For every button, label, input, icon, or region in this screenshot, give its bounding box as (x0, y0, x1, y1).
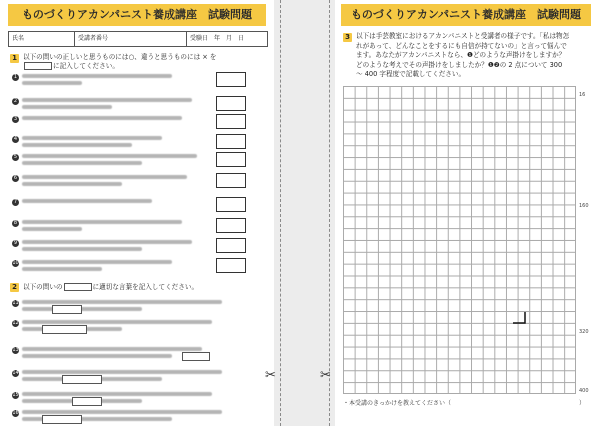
question-number: 7 (13, 199, 18, 205)
fill-in-blank[interactable] (62, 375, 102, 384)
scissors-icon: ✂ (265, 368, 276, 383)
answer-box[interactable] (216, 134, 246, 149)
fill-in-row (12, 390, 248, 408)
redacted-question-text (22, 81, 82, 85)
fill-in-row (12, 368, 248, 386)
essay-answer-grid[interactable] (343, 86, 576, 394)
exam-date-field[interactable]: 受験日 年 月 日 (190, 35, 245, 42)
redacted-question-text (22, 347, 202, 351)
redacted-question-text (22, 161, 142, 165)
footer-question: ・本受講のきっかけを教えてください（ (343, 400, 452, 407)
redacted-question-text (22, 392, 212, 396)
corner-mark-icon (513, 312, 527, 324)
redacted-question-text (22, 247, 142, 251)
redacted-question-text (22, 136, 162, 140)
question-number: 8 (13, 220, 18, 226)
question-row (12, 134, 248, 152)
redacted-question-text (22, 240, 192, 244)
scissors-icon: ✂ (320, 368, 331, 383)
redacted-question-text (22, 154, 197, 158)
question-row (12, 152, 248, 170)
section-3-badge: 3 (343, 33, 352, 42)
redacted-question-text (22, 300, 222, 304)
question-number: 12 (12, 320, 19, 326)
page-title: ものづくりアカンパニスト養成講座 試験問題 (8, 4, 266, 26)
question-number: 2 (13, 98, 18, 104)
section-2-badge: 2 (10, 283, 19, 292)
fill-in-blank[interactable] (182, 352, 210, 361)
question-number: 15 (12, 392, 19, 398)
answer-box[interactable] (216, 197, 246, 212)
redacted-question-text (22, 227, 82, 231)
redacted-question-text (22, 98, 192, 102)
question-row (12, 218, 248, 236)
fill-in-row (12, 318, 248, 336)
redacted-question-text (22, 370, 222, 374)
section-3-line: れがあって、どんなことをするにも自信が持てないの」と言って悩んで (356, 41, 567, 50)
question-row (12, 173, 248, 191)
question-row (12, 114, 248, 132)
section-2-instruction (23, 283, 263, 292)
char-count-label: 400 (579, 388, 589, 394)
question-number: 6 (13, 175, 18, 181)
question-number: 5 (13, 154, 18, 160)
section-2-text-pre: 以下の問いの (23, 283, 63, 291)
left-exam-page (0, 0, 274, 426)
answer-box[interactable] (216, 152, 246, 167)
section-2-text-post: に適切な言葉を記入してください。 (92, 283, 199, 291)
redacted-question-text (22, 143, 132, 147)
fill-in-row (12, 408, 248, 426)
section-3-line: 〜 400 字程度で記載してください。 (356, 70, 466, 79)
question-number: 16 (12, 410, 19, 416)
fill-in-blank[interactable] (52, 305, 82, 314)
question-number: 13 (12, 347, 19, 353)
question-number: 10 (12, 260, 19, 266)
char-count-label: 320 (579, 329, 589, 335)
answer-box[interactable] (216, 173, 246, 188)
name-field[interactable]: 氏名 (9, 32, 75, 46)
redacted-question-text (22, 354, 172, 358)
section-3-question (356, 32, 594, 80)
fill-in-blank[interactable] (42, 415, 82, 424)
redacted-question-text (22, 410, 222, 414)
right-exam-page (335, 0, 599, 426)
question-row (12, 197, 248, 215)
question-row (12, 72, 248, 90)
section-1-line2: に記入してください。 (53, 62, 119, 70)
section-1-line1: 以下の問いの正しいと思うものには○、違うと思うものには × を (23, 53, 217, 61)
answer-box[interactable] (216, 238, 246, 253)
cut-line-left (280, 0, 281, 426)
section-1-instruction (23, 53, 263, 71)
redacted-question-text (22, 220, 182, 224)
question-row (12, 238, 248, 256)
student-number-field[interactable]: 受講者番号 (75, 32, 187, 46)
redacted-question-text (22, 199, 152, 203)
answer-box[interactable] (216, 218, 246, 233)
question-number: 1 (13, 74, 18, 80)
answer-box-sample (24, 62, 52, 70)
redacted-question-text (22, 320, 212, 324)
char-count-label: 16 (579, 92, 586, 98)
answer-box[interactable] (216, 258, 246, 273)
fill-in-blank[interactable] (72, 397, 102, 406)
redacted-question-text (22, 182, 122, 186)
section-3-line: ます。あなたがアカンパニストなら、❶どのような声掛けをしますか？ (356, 51, 566, 60)
question-row (12, 258, 248, 276)
answer-box[interactable] (216, 96, 246, 111)
cut-line-right (329, 0, 330, 426)
question-number: 3 (13, 116, 18, 122)
fill-in-blank[interactable] (42, 325, 87, 334)
redacted-question-text (22, 74, 172, 78)
fill-in-row (12, 298, 248, 316)
page-title: ものづくりアカンパニスト養成講座 試験問題 (341, 4, 591, 26)
student-info-row (8, 31, 268, 47)
redacted-question-text (22, 116, 182, 120)
question-number: 9 (13, 240, 18, 246)
footer-paren: ） (579, 400, 586, 407)
char-count-label: 160 (579, 203, 589, 209)
redacted-question-text (22, 105, 112, 109)
section-3-line: 以下は手芸教室におけるアカンパニストと受講者の様子です。「私は物怎 (356, 32, 570, 40)
redacted-question-text (22, 175, 187, 179)
question-row (12, 96, 248, 114)
section-1-badge: 1 (10, 54, 19, 63)
fill-in-row (12, 345, 248, 363)
redacted-question-text (22, 307, 142, 311)
answer-box[interactable] (216, 114, 246, 129)
redacted-question-text (22, 260, 172, 264)
question-number: 4 (13, 136, 18, 142)
question-number: 14 (12, 370, 19, 376)
redacted-question-text (22, 267, 102, 271)
question-number: 11 (12, 300, 19, 306)
answer-box[interactable] (216, 72, 246, 87)
answer-box-sample-2 (64, 283, 92, 291)
section-3-line: どのような考えでその声掛けをしましたか？❶❷の 2 点について 300 (356, 60, 563, 69)
